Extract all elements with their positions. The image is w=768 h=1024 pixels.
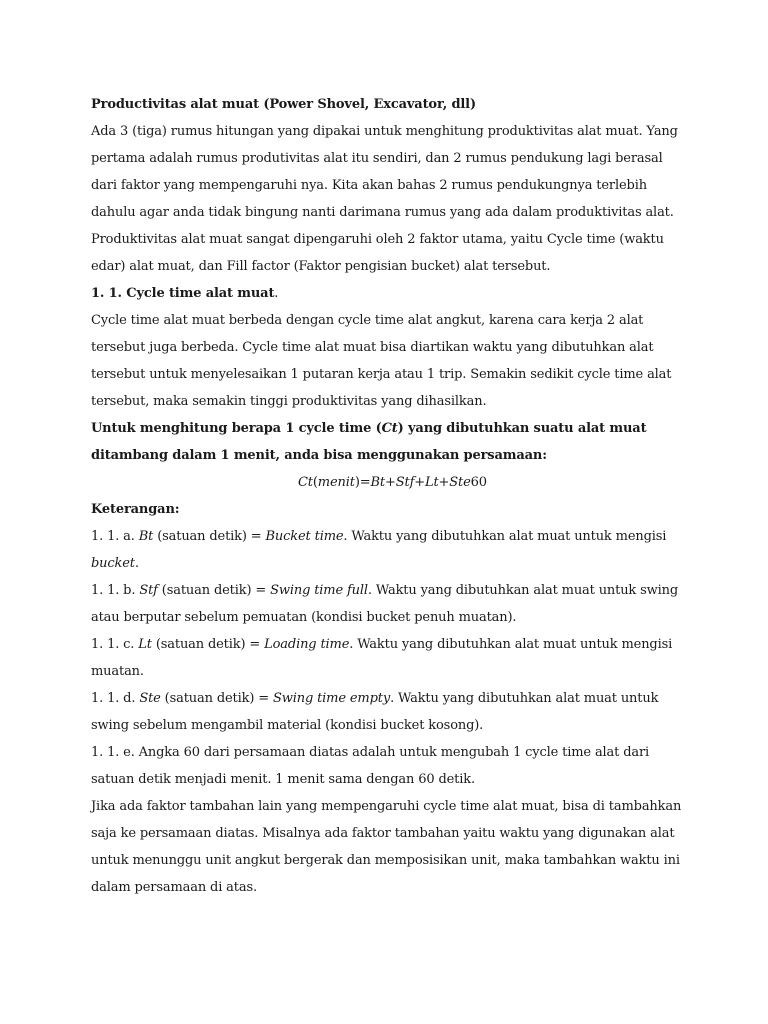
item-continuation (91, 550, 691, 577)
item-line (91, 577, 691, 604)
item-line (91, 631, 691, 658)
formula-intro-line-2: ditambang dalam 1 menit, anda bisa menggunakan persamaan: (91, 448, 547, 463)
ct-symbol: Ct (381, 421, 398, 436)
section-line: tersebut, maka semakin tinggi produktivitas yang dihasilkan. (91, 394, 487, 409)
item-symbol: Stf (139, 583, 158, 598)
formula-intro-text-end: ) yang dibutuhkan suatu alat muat (397, 421, 647, 436)
item-bt (91, 523, 691, 577)
keterangan-heading: Keterangan: (91, 502, 180, 517)
closing-line: saja ke persamaan diatas. Misalnya ada faktor tambahan yaitu waktu yang digunakan alat (91, 826, 675, 841)
closing-line: dalam persamaan di atas. (91, 880, 257, 895)
item-number: 1. 1. c. (91, 637, 139, 652)
intro-paragraph (91, 118, 691, 280)
intro-line: edar) alat muat, dan Fill factor (Faktor pengisian bucket) alat tersebut. (91, 259, 551, 274)
cycle-time-formula (91, 469, 691, 496)
intro-line: Produktivitas alat muat sangat dipengaruhi oleh 2 faktor utama, yaitu Cycle time (waktu (91, 232, 664, 247)
item-description: . Waktu yang dibutuhkan alat muat untuk swing (367, 583, 679, 598)
document-title: Productivitas alat muat (Power Shovel, Excavator, dll) (91, 97, 476, 112)
item-symbol: Lt (138, 637, 152, 652)
item-unit: (satuan detik) = (151, 637, 265, 652)
formula-lparen: ( (312, 475, 318, 490)
intro-line: dahulu agar anda tidak bingung nanti darimana rumus yang ada dalam produktivitas alat. (91, 205, 674, 220)
item-description: . Waktu yang dibutuhkan alat muat untuk (390, 691, 659, 706)
formula-plus: + (438, 475, 450, 490)
item-term: Swing time full (270, 583, 368, 598)
intro-line: dari faktor yang mempengaruhi nya. Kita akan bahas 2 rumus pendukungnya terlebih (91, 178, 647, 193)
section-line: tersebut juga berbeda. Cycle time alat muat bisa diartikan waktu yang dibutuhkan alat (91, 340, 654, 355)
item-term: Swing time empty (272, 691, 391, 706)
item-continuation: atau berputar sebelum pemuatan (kondisi bucket penuh muatan). (91, 610, 517, 625)
item-line (91, 523, 691, 550)
item-ste (91, 685, 691, 739)
item-continuation: muatan. (91, 664, 144, 679)
section-heading (91, 280, 691, 307)
document-body (91, 91, 691, 901)
item-number: 1. 1. b. (91, 583, 140, 598)
item-unit: (satuan detik) = (160, 691, 273, 706)
formula-bt: Bt (370, 475, 385, 490)
item-unit: (satuan detik) = (157, 583, 271, 598)
section-heading-period: . (274, 286, 279, 301)
item-line: 1. 1. e. Angka 60 dari persamaan diatas adalah untuk mengubah 1 cycle time alat dari (91, 745, 650, 760)
intro-line: pertama adalah rumus produtivitas alat itu sendiri, dan 2 rumus pendukung lagi berasal (91, 151, 663, 166)
closing-line: untuk menunggu unit angkut bergerak dan memposisikan unit, maka tambahkan waktu ini (91, 853, 680, 868)
formula-lt: Lt (424, 475, 439, 490)
intro-line: Ada 3 (tiga) rumus hitungan yang dipakai untuk menghitung produktivitas alat muat. Yang (91, 124, 678, 139)
formula-plus: + (384, 475, 396, 490)
formula-stf: Stf (395, 475, 415, 490)
formula-plus: + (414, 475, 425, 490)
formula-menit: menit (317, 475, 355, 490)
item-term: Bucket time (265, 529, 344, 544)
item-stf (91, 577, 691, 631)
formula-eq: )= (354, 475, 371, 490)
formula-intro-line (91, 415, 691, 442)
formula-divisor: 60 (470, 475, 487, 490)
formula-ste: Ste (449, 475, 471, 490)
closing-line: Jika ada faktor tambahan lain yang mempengaruhi cycle time alat muat, bisa di tambahkan (91, 799, 682, 814)
item-symbol: Bt (138, 529, 154, 544)
section-heading-text: 1. 1. Cycle time alat muat (91, 286, 275, 301)
item-unit: (satuan detik) = (153, 529, 266, 544)
item-sixty (91, 739, 691, 793)
section-line: tersebut untuk menyelesaikan 1 putaran kerja atau 1 trip. Semakin sedikit cycle time alat (91, 367, 672, 382)
section-paragraph (91, 307, 691, 415)
item-term-continued: bucket (91, 556, 135, 571)
item-term: Loading time (264, 637, 350, 652)
item-period: . (134, 556, 139, 571)
item-number: 1. 1. a. (91, 529, 139, 544)
item-line (91, 685, 691, 712)
item-description: . Waktu yang dibutuhkan alat muat untuk mengisi (343, 529, 667, 544)
formula-intro-text: Untuk menghitung berapa 1 cycle time ( (91, 421, 382, 436)
closing-paragraph (91, 793, 691, 901)
formula-ct: Ct (298, 475, 313, 490)
item-lt (91, 631, 691, 685)
item-number: 1. 1. d. (91, 691, 140, 706)
item-description: . Waktu yang dibutuhkan alat muat untuk mengisi (349, 637, 673, 652)
item-continuation: satuan detik menjadi menit. 1 menit sama dengan 60 detik. (91, 772, 475, 787)
item-symbol: Ste (139, 691, 161, 706)
section-line: Cycle time alat muat berbeda dengan cycle time alat angkut, karena cara kerja 2 alat (91, 313, 644, 328)
item-continuation: swing sebelum mengambil material (kondisi bucket kosong). (91, 718, 484, 733)
